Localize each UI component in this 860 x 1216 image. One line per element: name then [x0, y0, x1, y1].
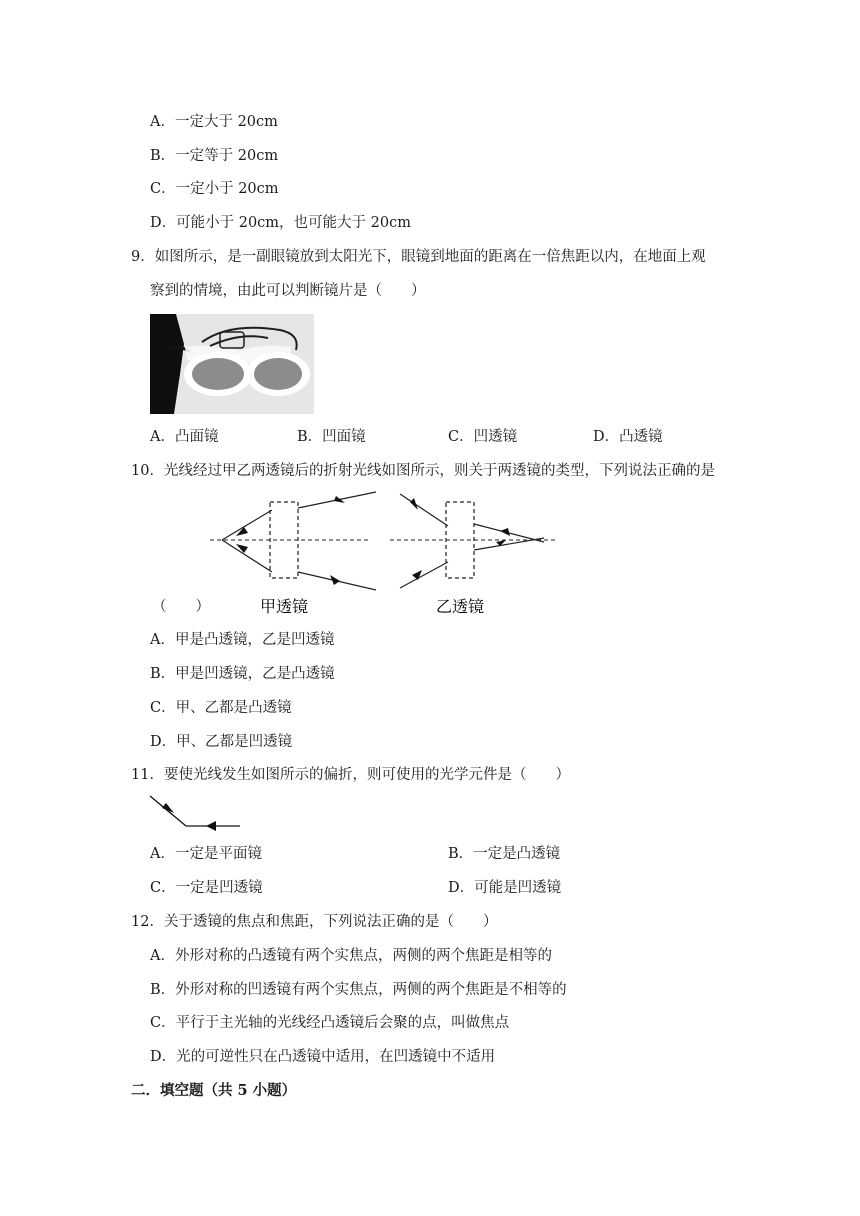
q9-option-a[interactable]: A．凸面镜	[150, 429, 219, 445]
lens-yi	[390, 494, 558, 588]
q12-stem: 12．关于透镜的焦点和焦距，下列说法正确的是（ ）	[131, 914, 498, 930]
q9-option-c[interactable]: C．凹透镜	[448, 429, 518, 445]
q9-glasses-photo	[150, 314, 314, 414]
label-jia-lens: 甲透镜	[260, 597, 309, 616]
q9-option-d[interactable]: D．凸透镜	[593, 429, 663, 445]
q11-deflection-diagram	[148, 794, 244, 830]
q11-option-c[interactable]: C．一定是凹透镜	[150, 880, 263, 896]
q8-option-c[interactable]: C．一定小于 20cm	[150, 181, 279, 197]
q11-stem: 11．要使光线发生如图所示的偏折，则可使用的光学元件是（ ）	[131, 767, 570, 783]
q8-option-d[interactable]: D．可能小于 20cm，也可能大于 20cm	[150, 215, 411, 231]
q8-option-a[interactable]: A．一定大于 20cm	[150, 114, 278, 130]
q10-option-b[interactable]: B．甲是凹透镜，乙是凸透镜	[150, 666, 335, 682]
q11-option-b[interactable]: B．一定是凸透镜	[448, 846, 561, 862]
q12-option-b[interactable]: B．外形对称的凹透镜有两个实焦点，两侧的两个焦距是不相等的	[150, 982, 567, 998]
label-yi-lens: 乙透镜	[436, 597, 485, 616]
q11-option-d[interactable]: D．可能是凹透镜	[448, 880, 562, 896]
q10-answer-paren: （ ）	[152, 599, 210, 615]
q11-option-a[interactable]: A．一定是平面镜	[150, 846, 262, 862]
q10-option-a[interactable]: A．甲是凸透镜，乙是凹透镜	[150, 632, 335, 648]
q9-option-b[interactable]: B．凹面镜	[297, 429, 366, 445]
q9-stem-line2: 察到的情境，由此可以判断镜片是（ ）	[150, 283, 426, 299]
lens-jia	[210, 492, 376, 590]
section-heading: 二．填空题（共 5 小题）	[131, 1082, 297, 1099]
q12-option-a[interactable]: A．外形对称的凸透镜有两个实焦点，两侧的两个焦距是相等的	[150, 948, 552, 964]
q10-option-d[interactable]: D．甲、乙都是凹透镜	[150, 734, 293, 750]
q9-stem-line1: 9．如图所示，是一副眼镜放到太阳光下，眼镜到地面的距离在一倍焦距以内，在地面上观	[131, 249, 706, 265]
q10-option-c[interactable]: C．甲、乙都是凸透镜	[150, 700, 292, 716]
q12-option-d[interactable]: D．光的可逆性只在凸透镜中适用，在凹透镜中不适用	[150, 1049, 496, 1065]
q10-stem: 10．光线经过甲乙两透镜后的折射光线如图所示，则关于两透镜的类型，下列说法正确的是	[131, 463, 715, 479]
q10-lens-diagram	[200, 488, 570, 620]
q12-option-c[interactable]: C．平行于主光轴的光线经凸透镜后会聚的点，叫做焦点	[150, 1015, 510, 1031]
q8-option-b[interactable]: B．一定等于 20cm	[150, 148, 279, 164]
